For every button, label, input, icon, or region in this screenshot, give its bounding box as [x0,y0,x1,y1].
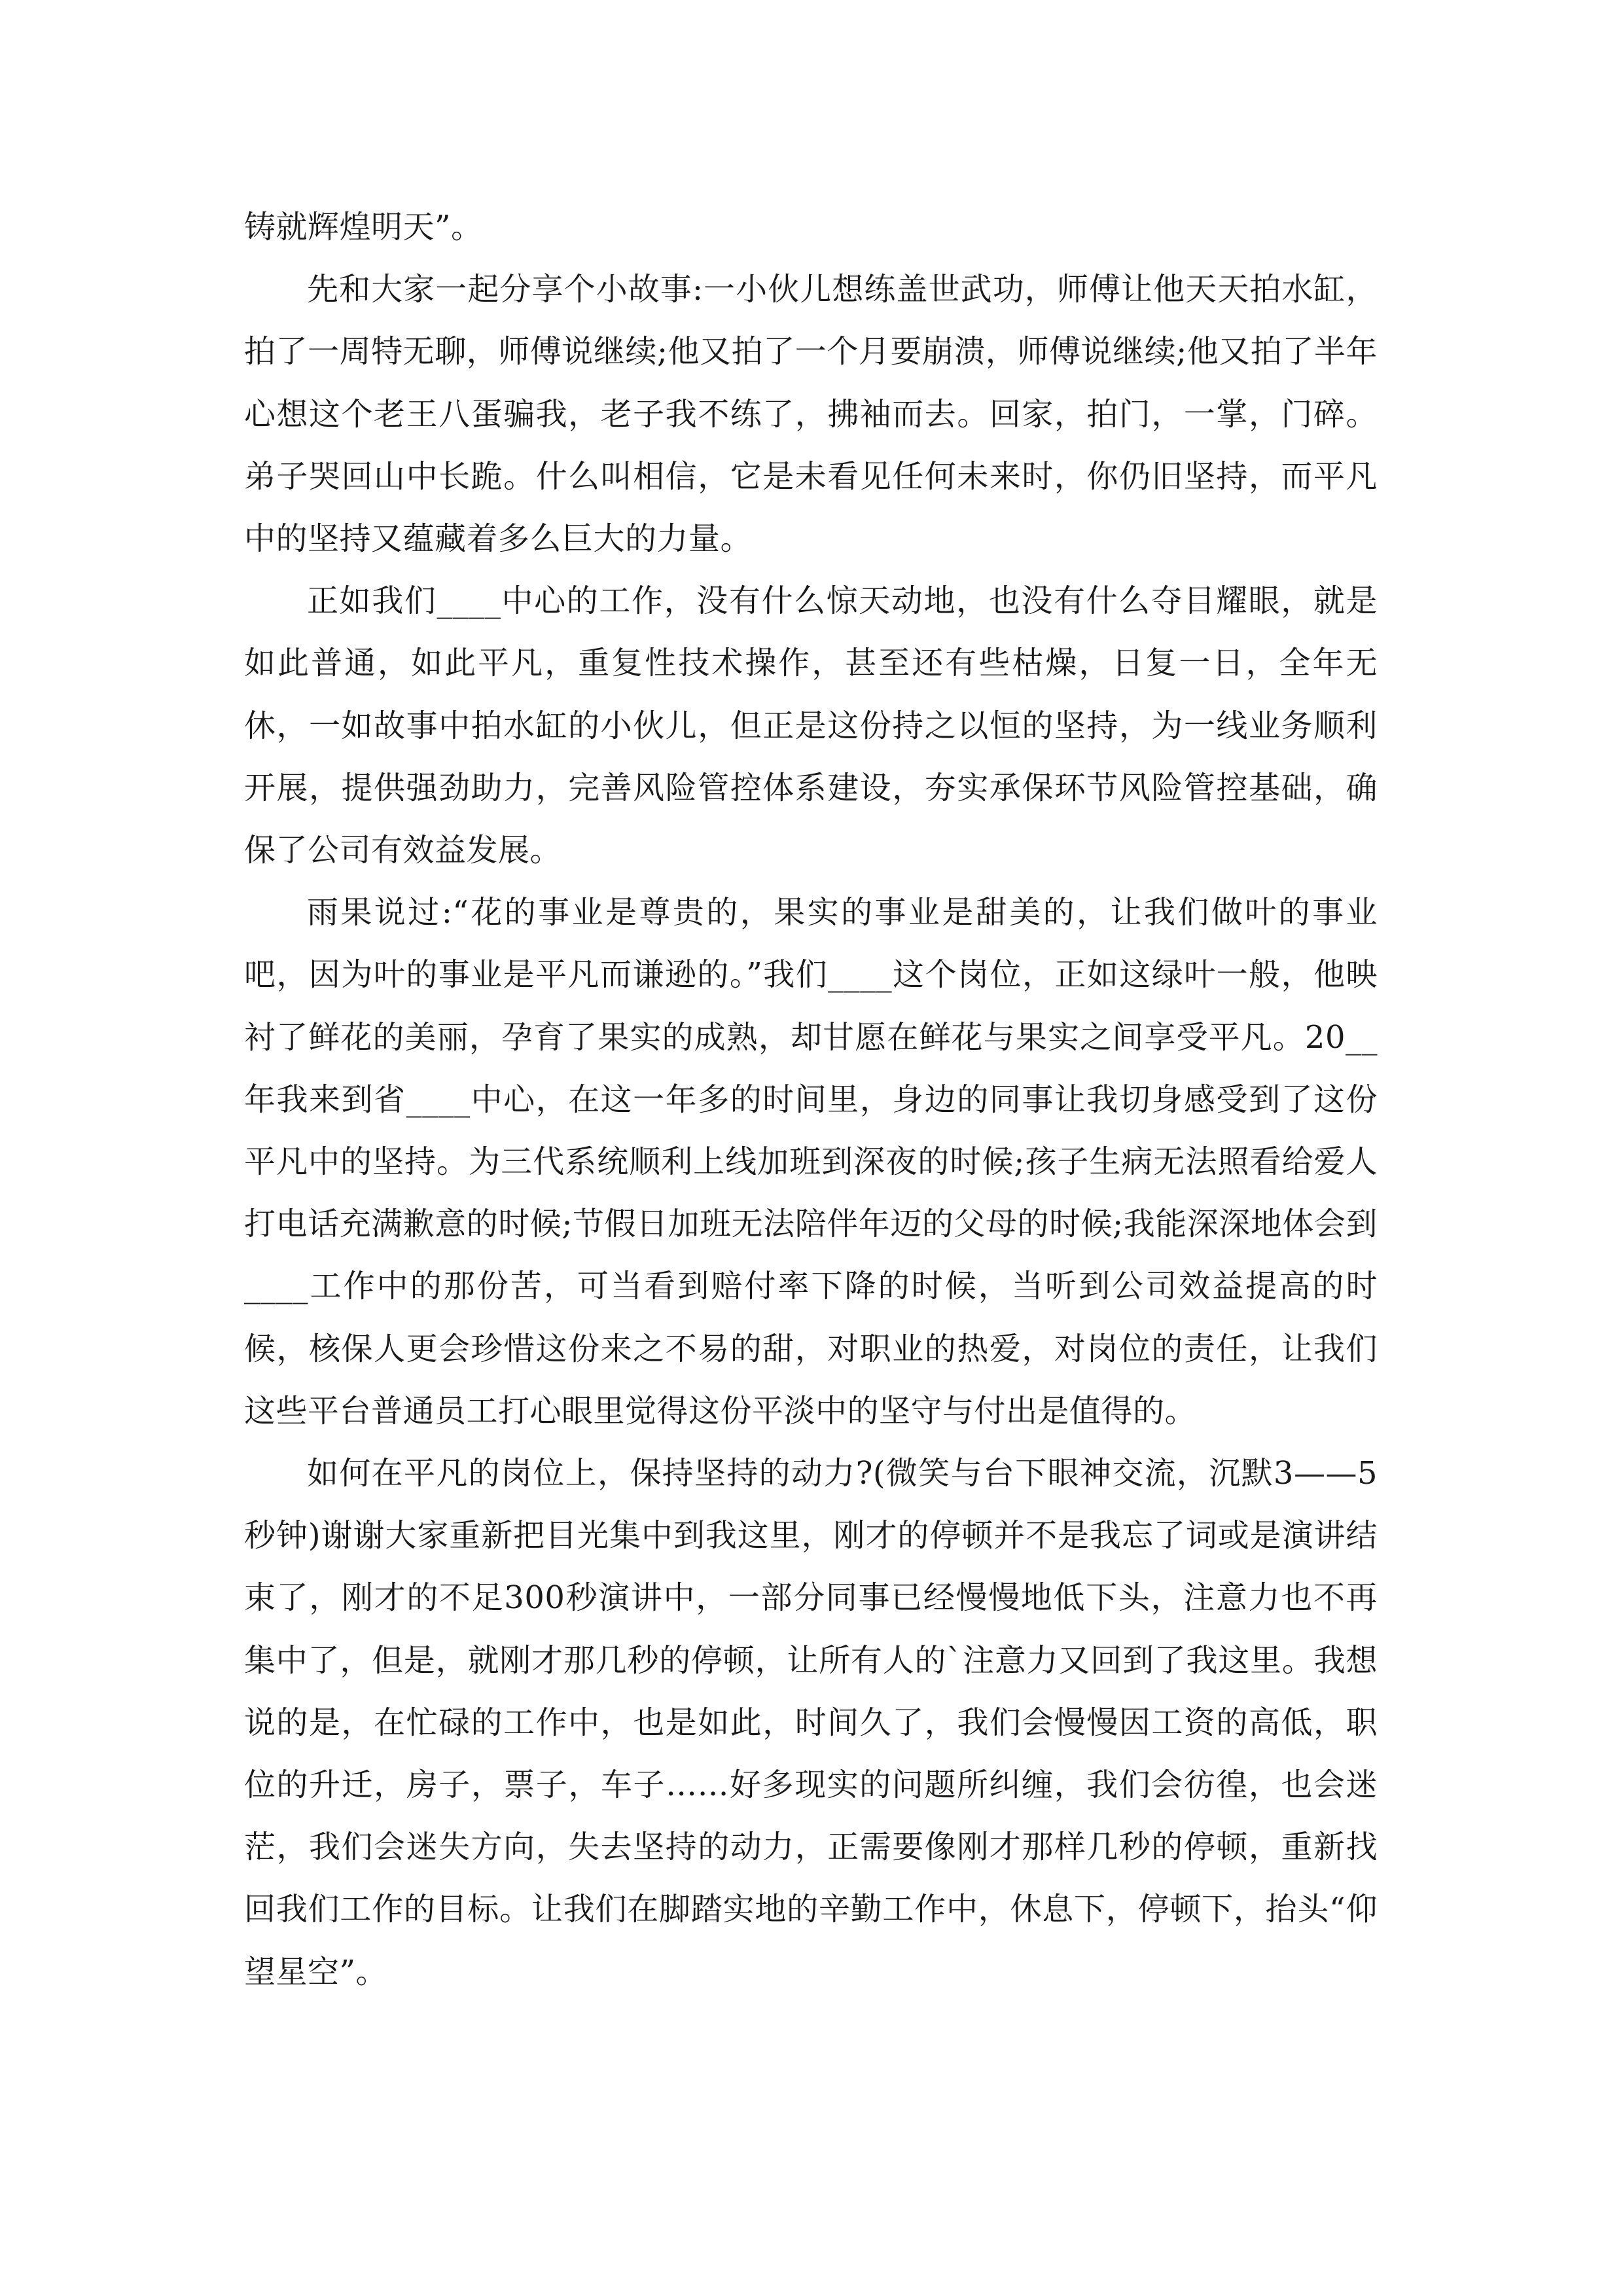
paragraph-story: 先和大家一起分享个小故事:一小伙儿想练盖世武功，师傅让他天天拍水缸，拍了一周特无聊，师傅说继续;他又拍了一个月要崩溃，师傅说继续;他又拍了半年心想这个老王八蛋骗我，老子我不练了，拂袖而去。回家，拍门，一掌，门碎。弟子哭回山中长跪。什么叫相信，它是未看见任何未来时，你仍旧坚持，而平凡中的坚持又蕴藏着多么巨大的力量。 [244,271,1378,558]
paragraph-center-work: 正如我们____中心的工作，没有什么惊天动地，也没有什么夺目耀眼，就是如此普通，如此平凡，重复性技术操作，甚至还有些枯燥，日复一日，全年无休，一如故事中拍水缸的小伙儿，但正是这份持之以恒的坚持，为一线业务顺利开展，提供强劲助力，完善风险管控体系建设，夯实承保环节风险管控基础，确保了公司有效益发展。 [244,583,1378,869]
document-body [244,196,1378,2003]
paragraph-continuation: 铸就辉煌明天”。 [244,209,483,245]
paragraph-pause: 如何在平凡的岗位上，保持坚持的动力?(微笑与台下眼神交流，沉默3——5秒钟)谢谢大家重新把目光集中到我这里，刚才的停顿并不是我忘了词或是演讲结束了，刚才的不足300秒演讲中，一部分同事已经慢慢地低下头，注意力也不再集中了，但是，就刚才那几秒的停顿，让所有人的`注意力又回到了我这里。我想说的是，在忙碌的工作中，也是如此，时间久了，我们会慢慢因工资的高低，职位的升迁，房子，票子，车子……好多现实的问题所纠缠，我们会彷徨，也会迷茫，我们会迷失方向，失去坚持的动力，正需要像刚才那样几秒的停顿，重新找回我们工作的目标。让我们在脚踏实地的辛勤工作中，休息下，停顿下，抬头“仰望星空”。 [244,1455,1378,1990]
paragraph-hugo-quote: 雨果说过:“花的事业是尊贵的，果实的事业是甜美的，让我们做叶的事业吧，因为叶的事业是平凡而谦逊的。”我们____这个岗位，正如这绿叶一般，他映衬了鲜花的美丽，孕育了果实的成熟，却甘愿在鲜花与果实之间享受平凡。20__年我来到省____中心，在这一年多的时间里，身边的同事让我切身感受到了这份平凡中的坚持。为三代系统顺利上线加班到深夜的时候;孩子生病无法照看给爱人打电话充满歉意的时候;节假日加班无法陪伴年迈的父母的时候;我能深深地体会到____工作中的那份苦，可当看到赔付率下降的时候，当听到公司效益提高的时候，核保人更会珍惜这份来之不易的甜，对职业的热爱，对岗位的责任，让我们这些平台普通员工打心眼里觉得这份平淡中的坚守与付出是值得的。 [244,894,1378,1429]
